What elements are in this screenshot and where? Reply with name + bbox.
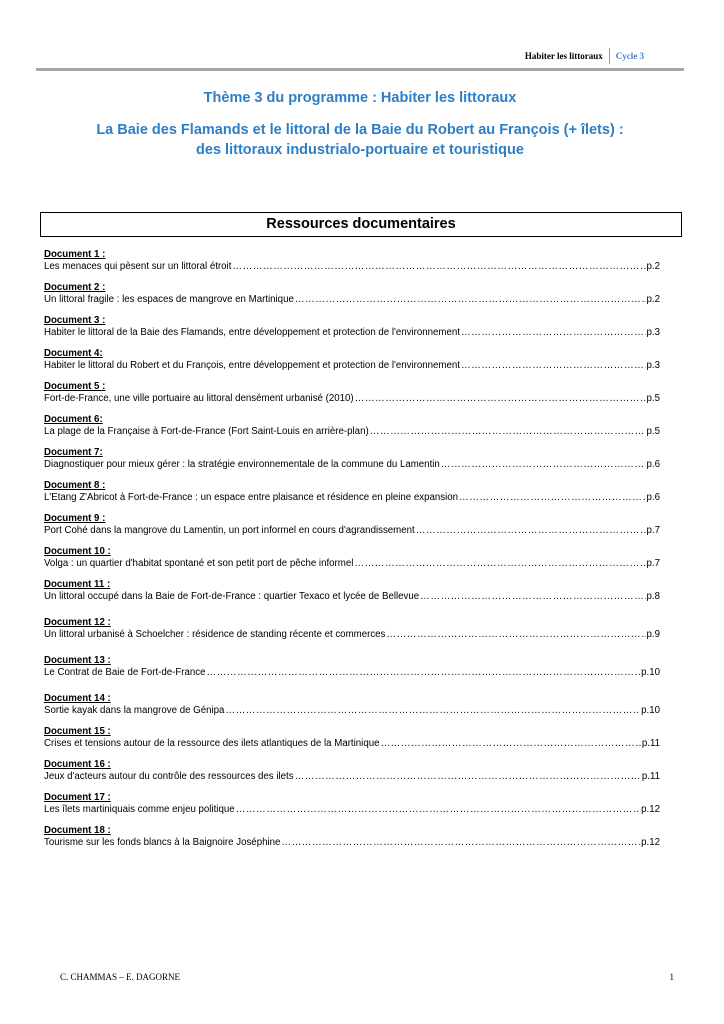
document-page: p.7 [646,558,660,569]
document-page: p.2 [646,294,660,305]
document-entry [44,655,660,679]
document-entry [44,480,660,504]
document-description: Tourisme sur les fonds blancs à la Baignoire Joséphine [44,837,281,848]
footer-authors: C. CHAMMAS – E. DAGORNE [60,972,181,982]
document-line [44,261,660,273]
document-line [44,837,660,849]
document-description: L'Etang Z'Abricot à Fort-de-France : un espace entre plaisance et résidence en pleine expansion [44,492,459,503]
leader-dots [281,837,640,849]
document-line [44,667,660,679]
document-label: Document 1 : [44,249,106,260]
leader-dots [441,459,646,471]
document-entry [44,381,660,405]
document-description: Volga : un quartier d'habitat spontané et son petit port de pêche informel [44,558,354,569]
document-page: p.5 [646,426,660,437]
document-label: Document 12 : [44,617,111,628]
document-description: Fort-de-France, une ville portuaire au littoral densément urbanisé (2010) [44,393,354,404]
document-page: p.12 [641,837,660,848]
document-line [44,327,660,339]
document-description: Jeux d'acteurs autour du contrôle des ressources des ilets [44,771,294,782]
leader-dots [380,738,640,750]
document-line [44,804,660,816]
header-cycle: Cycle 3 [615,51,644,61]
section-title: Ressources documentaires [40,212,682,237]
document-label: Document 13 : [44,655,111,666]
leader-dots [459,492,645,504]
document-line [44,705,660,717]
document-page: p.3 [646,360,660,371]
document-entry [44,792,660,816]
header-separator [609,48,610,64]
document-line [44,426,660,438]
document-label: Document 3 : [44,315,106,326]
document-line [44,525,660,537]
document-line [44,492,660,504]
document-label: Document 6: [44,414,103,425]
document-description: Sortie kayak dans la mangrove de Génipa [44,705,225,716]
documents-list [44,249,660,849]
document-description: Les îlets martiniquais comme enjeu politique [44,804,235,815]
footer-page-number: 1 [669,972,674,982]
document-label: Document 18 : [44,825,111,836]
document-page: p.10 [641,705,660,716]
leader-dots [295,294,646,306]
document-description: Diagnostiquer pour mieux gérer : la stratégie environnementale de la commune du Lamentin [44,459,440,470]
document-label: Document 14 : [44,693,111,704]
document-line [44,360,660,372]
document-description: Le Contrat de Baie de Fort-de-France [44,667,206,678]
document-page: p.6 [646,492,660,503]
leader-dots [420,591,645,603]
document-label: Document 15 : [44,726,111,737]
document-page: p.11 [641,771,660,782]
leader-dots [225,705,640,717]
document-entry [44,513,660,537]
leader-dots [354,558,645,570]
document-description: Les menaces qui pèsent sur un littoral étroit [44,261,232,272]
title-block [36,90,684,160]
document-label: Document 11 : [44,579,111,590]
leader-dots [416,525,646,537]
document-line [44,591,660,603]
document-label: Document 9 : [44,513,106,524]
leader-dots [295,771,641,783]
document-description: Habiter le littoral de la Baie des Flamands, entre développement et protection de l'environnement [44,327,460,338]
document-label: Document 4: [44,348,103,359]
document-entry [44,282,660,306]
document-description: Habiter le littoral du Robert et du François, entre développement et protection de l'environnement [44,360,460,371]
document-label: Document 10 : [44,546,111,557]
document-label: Document 16 : [44,759,111,770]
document-page: p.8 [646,591,660,602]
document-line [44,294,660,306]
document-label: Document 17 : [44,792,111,803]
document-description: Un littoral urbanisé à Schoelcher : résidence de standing récente et commerces [44,629,386,640]
page-header [525,48,644,64]
document-page: p.2 [646,261,660,272]
document-entry [44,315,660,339]
document-page: p.10 [641,667,660,678]
document-entry [44,825,660,849]
leader-dots [386,629,645,641]
document-page: p.6 [646,459,660,470]
document-page: p.11 [641,738,660,749]
header-rule [36,68,684,71]
header-title: Habiter les littoraux [524,51,603,61]
document-page: p.7 [646,525,660,536]
document-description: Un littoral fragile : les espaces de mangrove en Martinique [44,294,294,305]
leader-dots [232,261,645,273]
document-description: Crises et tensions autour de la ressource des ilets atlantiques de la Martinique [44,738,380,749]
document-line [44,738,660,750]
document-line [44,771,660,783]
subtitle-line-2: des littoraux industrialo-portuaire et touristique [196,142,524,158]
document-entry [44,546,660,570]
document-page: p.5 [646,393,660,404]
document-entry [44,693,660,717]
leader-dots [370,426,646,438]
subtitle-line-1: La Baie des Flamands et le littoral de la Baie du Robert au François (+ îlets) : [96,122,624,138]
document-label: Document 8 : [44,480,106,491]
document-page: p.9 [646,629,660,640]
document-page: p.12 [641,804,660,815]
document-page: p.3 [646,327,660,338]
document-line [44,459,660,471]
document-description: La plage de la Française à Fort-de-France (Fort Saint-Louis en arrière-plan) [44,426,369,437]
document-entry [44,447,660,471]
leader-dots [207,667,641,679]
document-entry [44,348,660,372]
leader-dots [461,360,646,372]
leader-dots [461,327,646,339]
document-line [44,629,660,641]
document-entry [44,414,660,438]
leader-dots [236,804,641,816]
leader-dots [355,393,646,405]
document-entry [44,759,660,783]
document-description: Port Cohé dans la mangrove du Lamentin, un port informel en cours d'agrandissement [44,525,415,536]
document-entry [44,249,660,273]
document-line [44,558,660,570]
document-label: Document 5 : [44,381,106,392]
document-label: Document 2 : [44,282,106,293]
document-entry [44,579,660,603]
theme-title: Thème 3 du programme : Habiter les littoraux [203,90,517,106]
document-entry [44,726,660,750]
document-description: Un littoral occupé dans la Baie de Fort-de-France : quartier Texaco et lycée de Bellevue [44,591,420,602]
document-line [44,393,660,405]
document-entry [44,617,660,641]
document-label: Document 7: [44,447,103,458]
